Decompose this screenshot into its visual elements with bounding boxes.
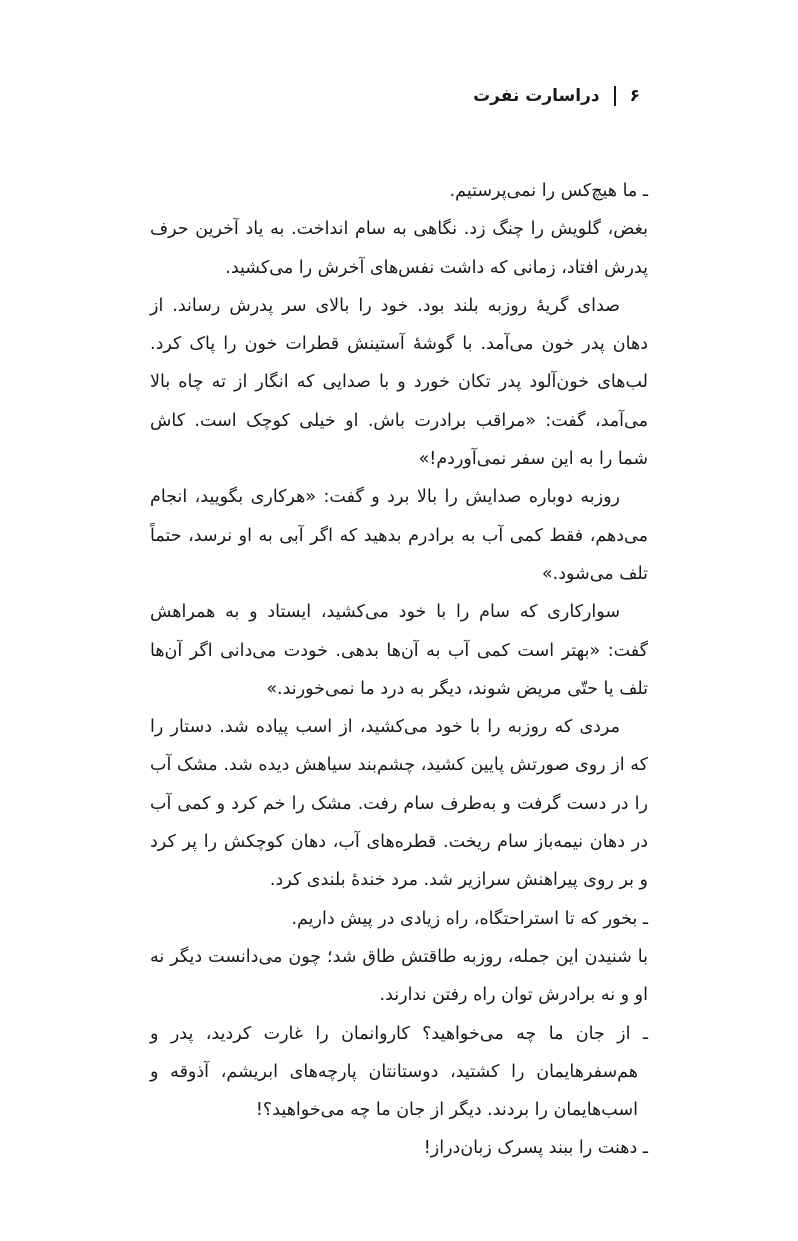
header-divider <box>614 86 616 106</box>
page-number: ۶ <box>629 86 640 106</box>
paragraph: ـ دهنت را ببند پسرک زبان‌دراز! <box>423 1138 648 1159</box>
paragraph: صدای گریهٔ روزبه بلند بود. خود را بالای سر پدرش رساند. از دهان پدر خون می‌آمد. با گوشهٔ آستینش قطرات خون را پاک کرد. لب‌های خون‌آلود پدر تکان خورد و با صدایی که انگار از ته چاه بالا می‌آمد، گفت: «مراقب برادرت باش. او خیلی کوچک است. کاش شما را به این سفر نمی‌آوردم!» <box>150 295 648 470</box>
paragraph: سوارکاری که سام را با خود می‌کشید، ایستاد و به همراهش گفت: «بهتر است کمی آب به آن‌ها بدهی. خودت می‌دانی اگر آن‌ها تلف یا حتّی مریض شوند، دیگر به درد ما نمی‌خورند.» <box>150 602 648 699</box>
paragraph: ـ ما هیچ‌کس را نمی‌پرستیم. <box>449 181 648 201</box>
paragraph: ـ بخور که تا استراحتگاه، راه زیادی در پیش داریم. <box>291 908 648 929</box>
paragraph: روزبه دوباره صدایش را بالا برد و گفت: «هرکاری بگویید، انجام می‌دهم، فقط کمی آب به برادرم بدهید که اگر آبی به او نرسد، حتماً تلف می‌شود.» <box>150 487 648 584</box>
book-title: دراسارت نفرت <box>473 86 600 106</box>
body-text <box>150 172 648 1168</box>
running-header <box>473 86 640 106</box>
paragraph: مردی که روزبه را با خود می‌کشید، از اسب پیاده شد. دستار را که از روی صورتش پایین کشید، چشم‌بند سیاهش دیده شد. مشک آب را در دست گرفت و به‌طرف سام رفت. مشک را خم کرد و کمی آب در دهان نیمه‌باز سام ریخت. قطره‌های آب، دهان کوچکش را پر کرد و بر روی پیراهنش سرازیر شد. مرد خندهٔ بلندی کرد. <box>150 717 648 891</box>
paragraph: بغض، گلویش را چنگ زد. نگاهی به سام انداخت. به یاد آخرین حرف پدرش افتاد، زمانی که داشت نفس‌های آخرش را می‌کشید. <box>150 219 648 278</box>
paragraph: ـ از جان ما چه می‌خواهید؟ کاروانمان را غارت کردید، پدر و هم‌سفرهایمان را کشتید، دوستانتان پارچه‌های ابریشم، آذوقه و اسب‌هایمان را بردند. دیگر از جان ما چه می‌خواهید؟! <box>150 1023 648 1121</box>
paragraph: با شنیدن این جمله، روزبه طاقتش طاق شد؛ چون می‌دانست دیگر نه او و نه برادرش توان راه رفتن ندارند. <box>150 946 648 1006</box>
